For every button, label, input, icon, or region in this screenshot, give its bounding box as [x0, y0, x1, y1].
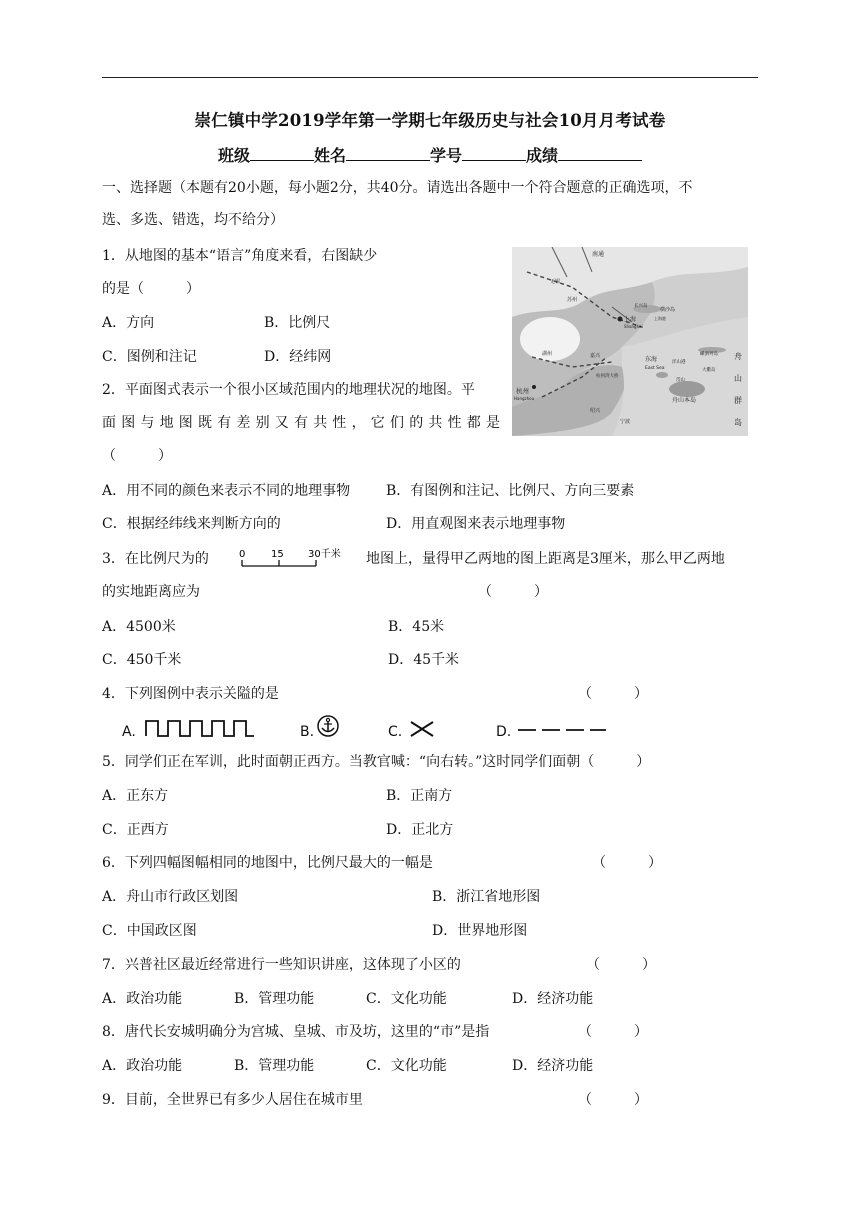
class-label: 班级 [217, 146, 250, 165]
map-label-yangshan: 洋山港 [672, 360, 686, 365]
q2-stem-line1: 2．平面图式表示一个很小区域范围内的地理状况的地图。平 [102, 382, 475, 398]
map-label-suzhou: 苏州 [567, 297, 578, 303]
section-instructions-line1: 一、选择题（本题有20小题，每小题2分，共40分。请选出各题中一个符合题意的正确选项，不 [102, 180, 693, 196]
map-label-daishan: 岱山 [676, 378, 685, 383]
q3-answer-paren[interactable]: （ ） [478, 584, 548, 600]
q6-answer-paren[interactable]: （ ） [592, 855, 662, 871]
exam-title: 崇仁镇中学2019学年第一学期七年级历史与社会10月月考试卷 [194, 111, 666, 130]
q4-option-c-icon [408, 718, 436, 742]
map-label-ningbo: 宁波 [620, 419, 631, 425]
q2-stem-line2: 面图与地图既有差别又有共性，它们的共性都是 [102, 415, 506, 431]
q2-option-b[interactable]: B．有图例和注记、比例尺、方向三要素 [386, 483, 635, 499]
scale-label-15: 15 [271, 549, 284, 560]
q5-stem: 5．同学们正在军训，此时面朝正西方。当教官喊：“向右转。”这时同学们面朝（ ） [102, 754, 651, 770]
map-label-hangzhou: 杭州 [516, 387, 529, 395]
map-label-bridge: 杭州湾大桥 [596, 374, 619, 379]
q8-option-a[interactable]: A．政治功能 [102, 1058, 183, 1074]
q7-option-a[interactable]: A．政治功能 [102, 991, 183, 1007]
map-label-zhoushan-island: 舟山本岛 [672, 397, 697, 404]
name-label: 姓名 [313, 146, 346, 165]
q5-option-c[interactable]: C．正西方 [102, 822, 169, 838]
map-label-nantong: 南通 [592, 251, 605, 258]
q7-stem: 7．兴普社区最近经常进行一些知识讲座，这体现了小区的 [102, 957, 461, 973]
q8-stem: 8．唐代长安城明确分为宫城、皇城、市及坊，这里的“市”是指 [102, 1024, 490, 1040]
q1-option-c[interactable]: C．图例和注记 [102, 349, 197, 365]
map-label-qun: 群 [734, 396, 742, 405]
q2-option-d[interactable]: D．用直观图来表示地理事物 [386, 516, 566, 532]
number-label: 学号 [430, 146, 463, 165]
q1-option-d[interactable]: D．经纬网 [264, 349, 332, 365]
shanghai-zhejiang-map [512, 247, 748, 436]
q4-answer-paren[interactable]: （ ） [578, 686, 648, 702]
q6-option-c[interactable]: C．中国政区图 [102, 923, 197, 939]
pass-symbol-icon [408, 718, 436, 738]
q8-option-b[interactable]: B．管理功能 [234, 1058, 315, 1074]
map-label-changxing: 长兴岛 [634, 304, 648, 309]
q1-option-a[interactable]: A．方向 [102, 315, 155, 331]
q2-option-c[interactable]: C．根据经纬线来判断方向的 [102, 516, 281, 532]
q4-option-c[interactable]: C. [388, 724, 403, 740]
name-blank[interactable] [346, 146, 430, 161]
scale-bar-icon [236, 546, 352, 570]
q5-option-a[interactable]: A．正东方 [102, 788, 169, 804]
map-label-jiaxing: 嘉兴 [590, 353, 601, 359]
q3-option-c[interactable]: C．450千米 [102, 652, 182, 668]
q4-option-b-icon [316, 714, 340, 742]
q8-answer-paren[interactable]: （ ） [578, 1024, 648, 1040]
map-label-dao: 岛 [734, 418, 742, 427]
q1-stem-line2: 的是（ ） [102, 281, 200, 297]
q6-option-d[interactable]: D．世界地形图 [432, 923, 528, 939]
map-label-shanghai-port: 上海港 [654, 316, 666, 321]
q4-option-a[interactable]: A. [122, 724, 136, 740]
q8-option-c[interactable]: C．文化功能 [366, 1058, 447, 1074]
map-label-zhou: 舟 [734, 352, 742, 361]
q8-option-d[interactable]: D．经济功能 [512, 1058, 594, 1074]
map-label-east-sea: East Sea [645, 366, 665, 371]
q2-option-a[interactable]: A．用不同的颜色来表示不同的地理事物 [102, 483, 351, 499]
q6-option-b[interactable]: B．浙江省地形图 [432, 889, 541, 905]
q4-option-a-icon [144, 716, 256, 744]
q1-stem-line1: 1．从地图的基本“语言”角度来看，右图缺少 [102, 248, 378, 264]
map-label-donghai: 东海 [645, 356, 658, 363]
scale-label-30: 30千米 [308, 549, 341, 560]
map-graphic [512, 247, 748, 436]
q9-stem: 9．目前，全世界已有多少人居住在城市里 [102, 1092, 363, 1108]
map-label-shaoxing: 绍兴 [590, 408, 601, 414]
number-blank[interactable] [462, 146, 526, 161]
map-label-shengsi: 嵊泗列岛 [700, 352, 718, 357]
map-label-dayang: 大衢岛 [702, 368, 716, 373]
q1-option-b[interactable]: B．比例尺 [264, 315, 331, 331]
q3-stem-b: 地图上，量得甲乙两地的图上距离是3厘米，那么甲乙两地 [366, 551, 725, 567]
map-label-shanghai-en: Shanghai [624, 324, 643, 329]
q2-stem-line3: （ ） [102, 448, 172, 464]
q4-option-d[interactable]: D. [496, 724, 512, 740]
q5-option-b[interactable]: B．正南方 [386, 788, 453, 804]
q7-option-c[interactable]: C．文化功能 [366, 991, 447, 1007]
map-label-shanghai: 上海 [624, 316, 637, 323]
q5-option-d[interactable]: D．正北方 [386, 822, 454, 838]
score-label: 成绩 [526, 146, 559, 165]
q3-stem-line2: 的实地距离应为 [102, 584, 200, 600]
q3-option-d[interactable]: D．45千米 [388, 652, 460, 668]
q6-option-a[interactable]: A．舟山市行政区划图 [102, 889, 239, 905]
q3-option-b[interactable]: B．45米 [388, 619, 445, 635]
q4-stem: 4．下列图例中表示关隘的是 [102, 686, 279, 702]
q7-answer-paren[interactable]: （ ） [586, 957, 656, 973]
map-label-huzhou: 湖州 [542, 351, 553, 357]
class-blank[interactable] [250, 146, 314, 161]
header-rule [102, 77, 758, 78]
q9-answer-paren[interactable]: （ ） [578, 1092, 648, 1108]
score-blank[interactable] [558, 146, 642, 161]
q4-option-d-icon [516, 722, 608, 741]
section-instructions-line2: 选、多选、错选，均不给分） [102, 212, 284, 228]
q6-stem: 6．下列四幅图幅相同的地图中，比例尺最大的一幅是 [102, 855, 433, 871]
scale-label-0: 0 [239, 549, 246, 560]
q3-stem-a: 3．在比例尺为的 [102, 551, 209, 567]
dashed-line-icon [516, 723, 608, 737]
map-label-shan: 山 [734, 374, 742, 383]
q3-scale-bar [236, 546, 352, 570]
map-label-wuxi: 无锡 [550, 279, 561, 285]
map-label-hangzhou-en: Hangzhou [514, 396, 535, 401]
student-info-line [0, 143, 860, 166]
wall-symbol-icon [144, 716, 256, 740]
q7-option-d[interactable]: D．经济功能 [512, 991, 594, 1007]
q4-option-b[interactable]: B. [300, 724, 315, 740]
anchor-icon [316, 714, 340, 738]
map-label-hengsha: 横沙岛 [660, 307, 676, 313]
q3-option-a[interactable]: A．4500米 [102, 619, 176, 635]
q7-option-b[interactable]: B．管理功能 [234, 991, 315, 1007]
